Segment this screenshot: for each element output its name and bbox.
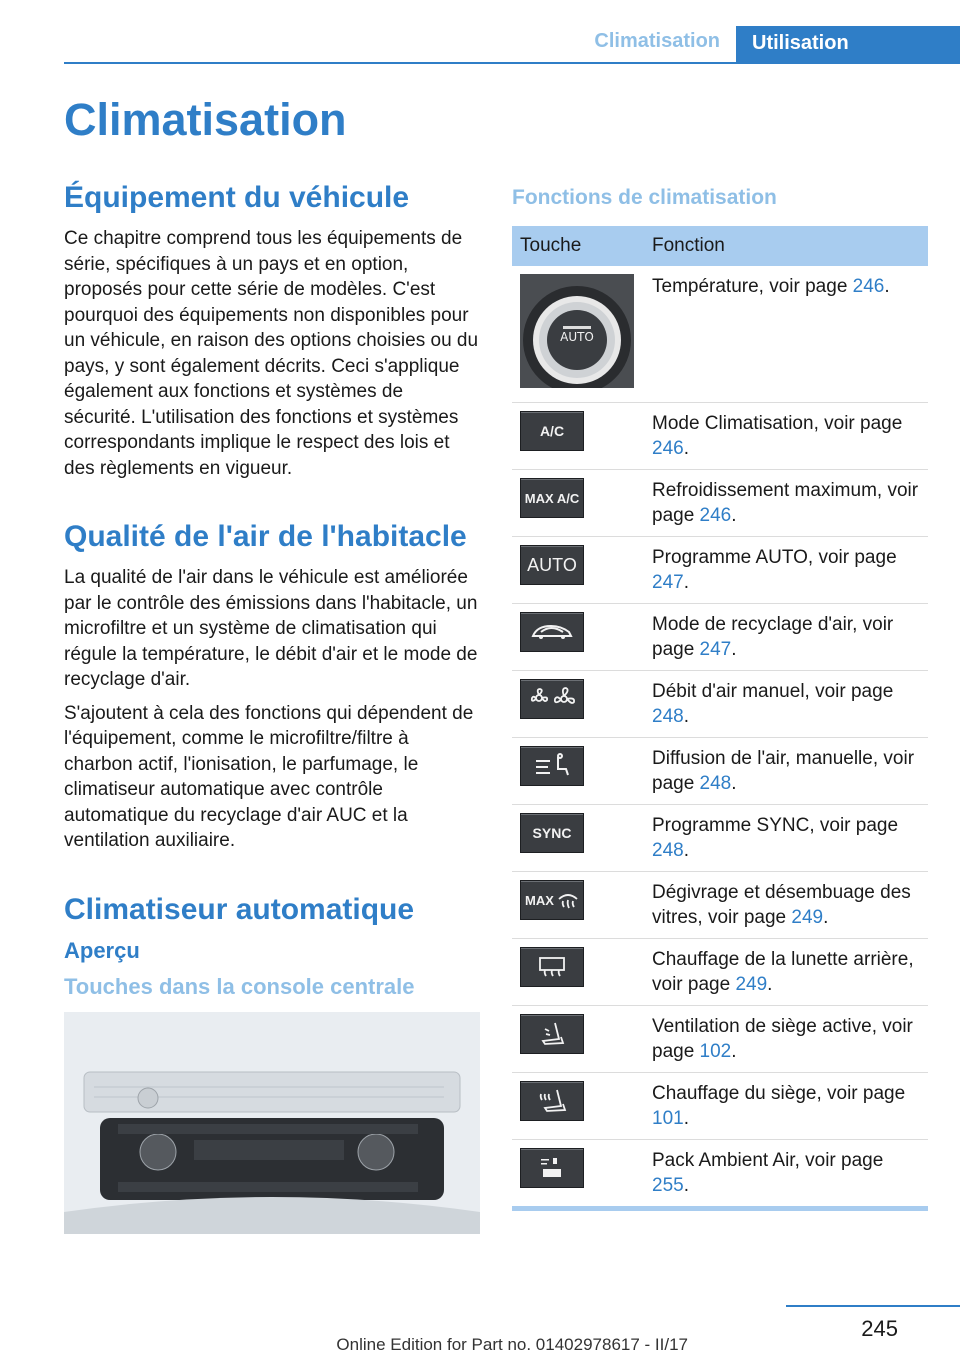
col-function-header: Fonction: [644, 226, 928, 266]
table-row: Mode de recyclage d'air, voir page 247.: [512, 604, 928, 671]
header-bar: [64, 26, 960, 64]
table-row: Débit d'air manuel, voir page 248.: [512, 671, 928, 738]
table-row: Ventilation de siège active, voir page 102.: [512, 1006, 928, 1073]
functions-heading: Fonctions de climatisation: [512, 186, 777, 209]
max-defrost-icon: MAX: [520, 880, 584, 920]
table-row: Chauffage de la lunette arrière, voir page 249.: [512, 939, 928, 1006]
air-distribution-icon: [520, 746, 584, 786]
air-quality-heading: Qualité de l'air de l'habitacle: [64, 520, 467, 553]
sync-button-icon: SYNC: [520, 813, 584, 853]
seat-ventilation-icon: [520, 1014, 584, 1054]
left-column: [64, 180, 480, 1234]
table-row: Chauffage du siège, voir page 101.: [512, 1073, 928, 1140]
page-link[interactable]: 246: [852, 276, 885, 297]
table-row: A/C Mode Climatisation, voir page 246.: [512, 403, 928, 470]
page-link[interactable]: 246: [652, 438, 684, 459]
page-link[interactable]: 249: [735, 974, 768, 995]
footer-line: [786, 1305, 960, 1307]
seat-heating-icon: [520, 1081, 584, 1121]
table-row: SYNC Programme SYNC, voir page 248.: [512, 805, 928, 872]
air-quality-p1: La qualité de l'air dans le véhicule est améliorée par le contrôle des émissions dans l'habitacle, un microfiltre et un système de climatisation qui régule la température, le débit d'air et le mode de recyclage d'air.: [64, 567, 478, 690]
page-link[interactable]: 249: [791, 907, 824, 928]
table-row: AUTO Programme AUTO, voir page 247.: [512, 537, 928, 604]
page-link[interactable]: 248: [652, 840, 684, 861]
page-title: Climatisation: [64, 94, 347, 145]
page-link[interactable]: 102: [699, 1041, 732, 1062]
ac-button-icon: A/C: [520, 411, 584, 451]
table-row: MAX Dégivrage et désembuage des vitres, voir page 249.: [512, 872, 928, 939]
knob-auto-label: AUTO: [560, 330, 594, 344]
temperature-knob-image: [520, 274, 634, 388]
table-row: Diffusion de l'air, manuelle, voir page 248.: [512, 738, 928, 805]
auto-ac-heading: Climatiseur automatique: [64, 892, 415, 926]
col-key-header: Touche: [512, 226, 644, 266]
overview-heading: Aperçu: [64, 937, 140, 963]
functions-table: [512, 226, 928, 1211]
page-link[interactable]: 248: [652, 706, 684, 727]
auto-button-icon: AUTO: [520, 545, 584, 585]
table-row: Pack Ambient Air, voir page 255.: [512, 1140, 928, 1209]
page-link[interactable]: 101: [652, 1108, 684, 1129]
table-row: AUTO Température, voir page 246.: [512, 266, 928, 403]
active-tab[interactable]: Utilisation: [736, 26, 960, 62]
page-number: 245: [861, 1316, 898, 1341]
page-link[interactable]: 247: [699, 639, 732, 660]
page-link[interactable]: 246: [699, 505, 732, 526]
page-link[interactable]: 255: [652, 1175, 684, 1196]
recirculation-icon: [520, 612, 584, 652]
fan-icon: [520, 679, 584, 719]
edition-text: Online Edition for Part no. 01402978617 - II/17: [336, 1335, 688, 1354]
equipment-heading: Équipement du véhicule: [64, 181, 410, 214]
equipment-text: Ce chapitre comprend tous les équipements de série, spécifiques à un pays et en option, proposés pour cette série de modèles. C'est pourquoi des équipements non disponibles pour un véhicule, en raison des options choisies ou du pays, y sont également décrits. Ceci s'applique également aux fonctions et systèmes de sécurité. L'utilisation des fonctions et systèmes correspondants implique le respect des lois et des règlements en vigueur.: [64, 228, 479, 479]
table-row: MAX A/C Refroidissement maximum, voir page 246.: [512, 470, 928, 537]
max-ac-button-icon: MAX A/C: [520, 478, 584, 518]
console-image: [64, 1012, 480, 1234]
console-keys-heading: Touches dans la console centrale: [64, 973, 415, 999]
page-link[interactable]: 248: [699, 773, 732, 794]
rear-defrost-icon: [520, 947, 584, 987]
section-tab[interactable]: Climatisation: [594, 30, 720, 52]
right-column: [512, 186, 928, 1211]
air-quality-p2: S'ajoutent à cela des fonctions qui dépendent de l'équipement, comme le microfiltre/filtre à charbon actif, l'ionisation, le parfumage, le climatiseur automatique avec contrôle automatique du recyclage d'air AUC et la ventilation auxiliaire.: [64, 702, 474, 851]
ambient-air-icon: [520, 1148, 584, 1188]
page-link[interactable]: 247: [652, 572, 684, 593]
